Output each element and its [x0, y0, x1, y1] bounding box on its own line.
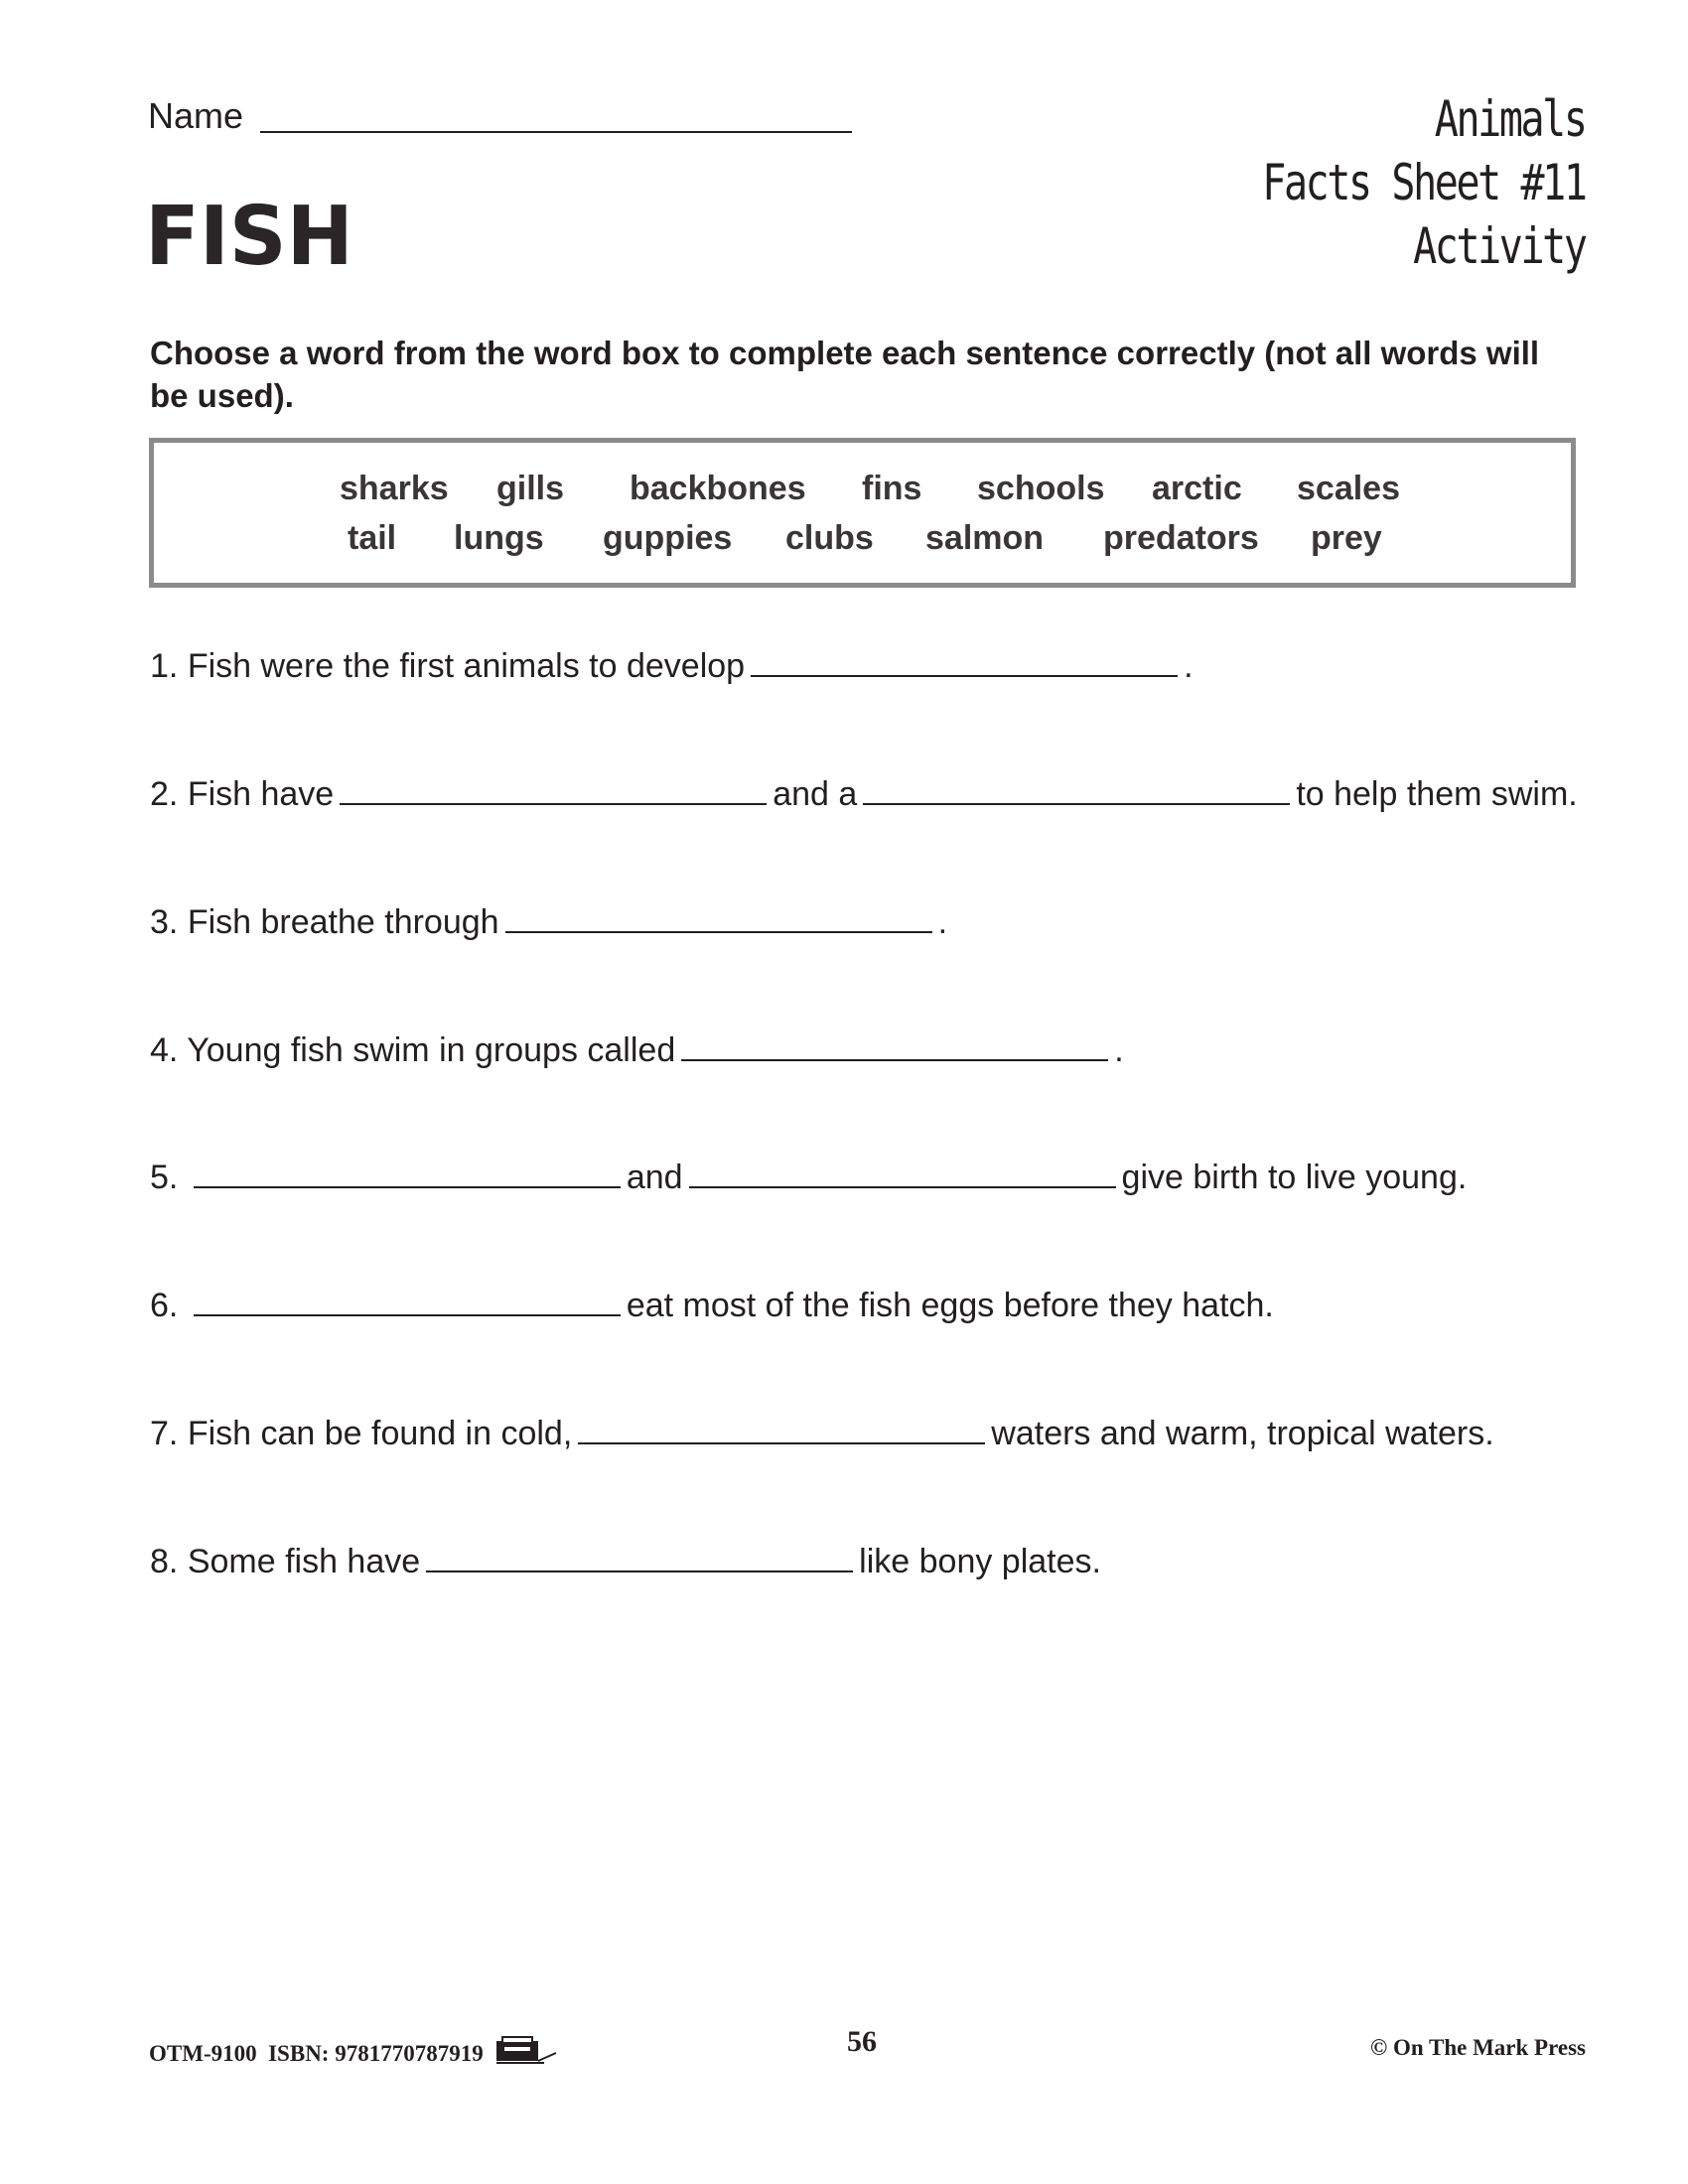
- question-number: 5.: [150, 1159, 179, 1196]
- answer-blank[interactable]: [194, 1157, 621, 1188]
- copyright: © On The Mark Press: [1370, 2035, 1586, 2060]
- question-5: [150, 1157, 1467, 1197]
- word-salmon: salmon: [925, 519, 1045, 557]
- page-number: 56: [847, 2025, 877, 2058]
- answer-blank[interactable]: [681, 1029, 1108, 1061]
- word-gills: gills: [496, 470, 565, 507]
- word-scales: scales: [1297, 470, 1400, 507]
- question-text: Some fish have: [187, 1543, 421, 1580]
- question-text: Fish can be found in cold,: [187, 1415, 573, 1452]
- answer-blank[interactable]: [578, 1413, 985, 1444]
- word-row-2: [154, 519, 1571, 567]
- word-arctic: arctic: [1152, 470, 1242, 507]
- question-text: and: [626, 1159, 683, 1196]
- question-number: 2.: [150, 775, 179, 813]
- question-8: [150, 1541, 1101, 1581]
- footer-left: [149, 2035, 558, 2071]
- question-3: [150, 901, 947, 942]
- answer-blank[interactable]: [426, 1541, 853, 1572]
- answer-blank[interactable]: [689, 1157, 1116, 1188]
- word-schools: schools: [977, 470, 1105, 507]
- question-text: Fish were the first animals to develop: [187, 647, 746, 685]
- question-text: .: [937, 903, 948, 941]
- question-text: to help them swim.: [1296, 775, 1578, 813]
- question-number: 1.: [150, 647, 179, 685]
- question-number: 4.: [150, 1031, 179, 1069]
- word-backbones: backbones: [630, 470, 806, 507]
- name-label: Name: [148, 95, 244, 136]
- question-text: give birth to live young.: [1121, 1159, 1468, 1196]
- name-blank-line[interactable]: [260, 131, 852, 133]
- question-2: [150, 773, 1578, 814]
- answer-blank[interactable]: [340, 773, 767, 805]
- word-fins: fins: [862, 470, 922, 507]
- question-number: 7.: [150, 1415, 179, 1452]
- question-text: Fish have: [187, 775, 335, 813]
- title-line-activity: Activity: [1413, 217, 1586, 275]
- question-number: 6.: [150, 1287, 179, 1324]
- question-text: .: [1184, 647, 1194, 685]
- question-text: .: [1114, 1031, 1124, 1069]
- isbn: ISBN: 9781770787919: [268, 2041, 484, 2066]
- question-text: Young fish swim in groups called: [187, 1031, 676, 1069]
- answer-blank[interactable]: [863, 773, 1290, 805]
- word-row-1: [154, 470, 1571, 517]
- question-6: [150, 1285, 1274, 1325]
- title-line-facts-sheet: Facts Sheet #11: [1262, 154, 1586, 211]
- fish-logo: FISH: [145, 190, 353, 284]
- question-text: Fish breathe through: [187, 903, 499, 941]
- question-4: [150, 1029, 1124, 1070]
- word-lungs: lungs: [454, 519, 544, 557]
- word-guppies: guppies: [603, 519, 733, 557]
- word-predators: predators: [1103, 519, 1259, 557]
- question-text: waters and warm, tropical waters.: [991, 1415, 1494, 1452]
- answer-blank[interactable]: [751, 645, 1178, 677]
- question-1: [150, 645, 1194, 686]
- word-sharks: sharks: [340, 470, 449, 507]
- answer-blank[interactable]: [194, 1285, 621, 1316]
- question-text: like bony plates.: [859, 1543, 1101, 1580]
- product-code: OTM-9100: [149, 2041, 257, 2066]
- word-prey: prey: [1311, 519, 1382, 557]
- question-text: eat most of the fish eggs before they hatch.: [626, 1287, 1274, 1324]
- word-box: [149, 438, 1576, 588]
- word-tail: tail: [348, 519, 397, 557]
- question-text: and a: [773, 775, 858, 813]
- title-line-animals: Animals: [1435, 90, 1586, 148]
- question-number: 8.: [150, 1543, 179, 1580]
- answer-blank[interactable]: [505, 901, 932, 933]
- question-7: [150, 1413, 1494, 1453]
- instructions: Choose a word from the word box to complete each sentence correctly (not all words will be used).: [150, 335, 1540, 414]
- word-clubs: clubs: [785, 519, 874, 557]
- title-block: [1263, 87, 1586, 278]
- question-number: 3.: [150, 903, 179, 941]
- press-logo-icon: [494, 2035, 558, 2071]
